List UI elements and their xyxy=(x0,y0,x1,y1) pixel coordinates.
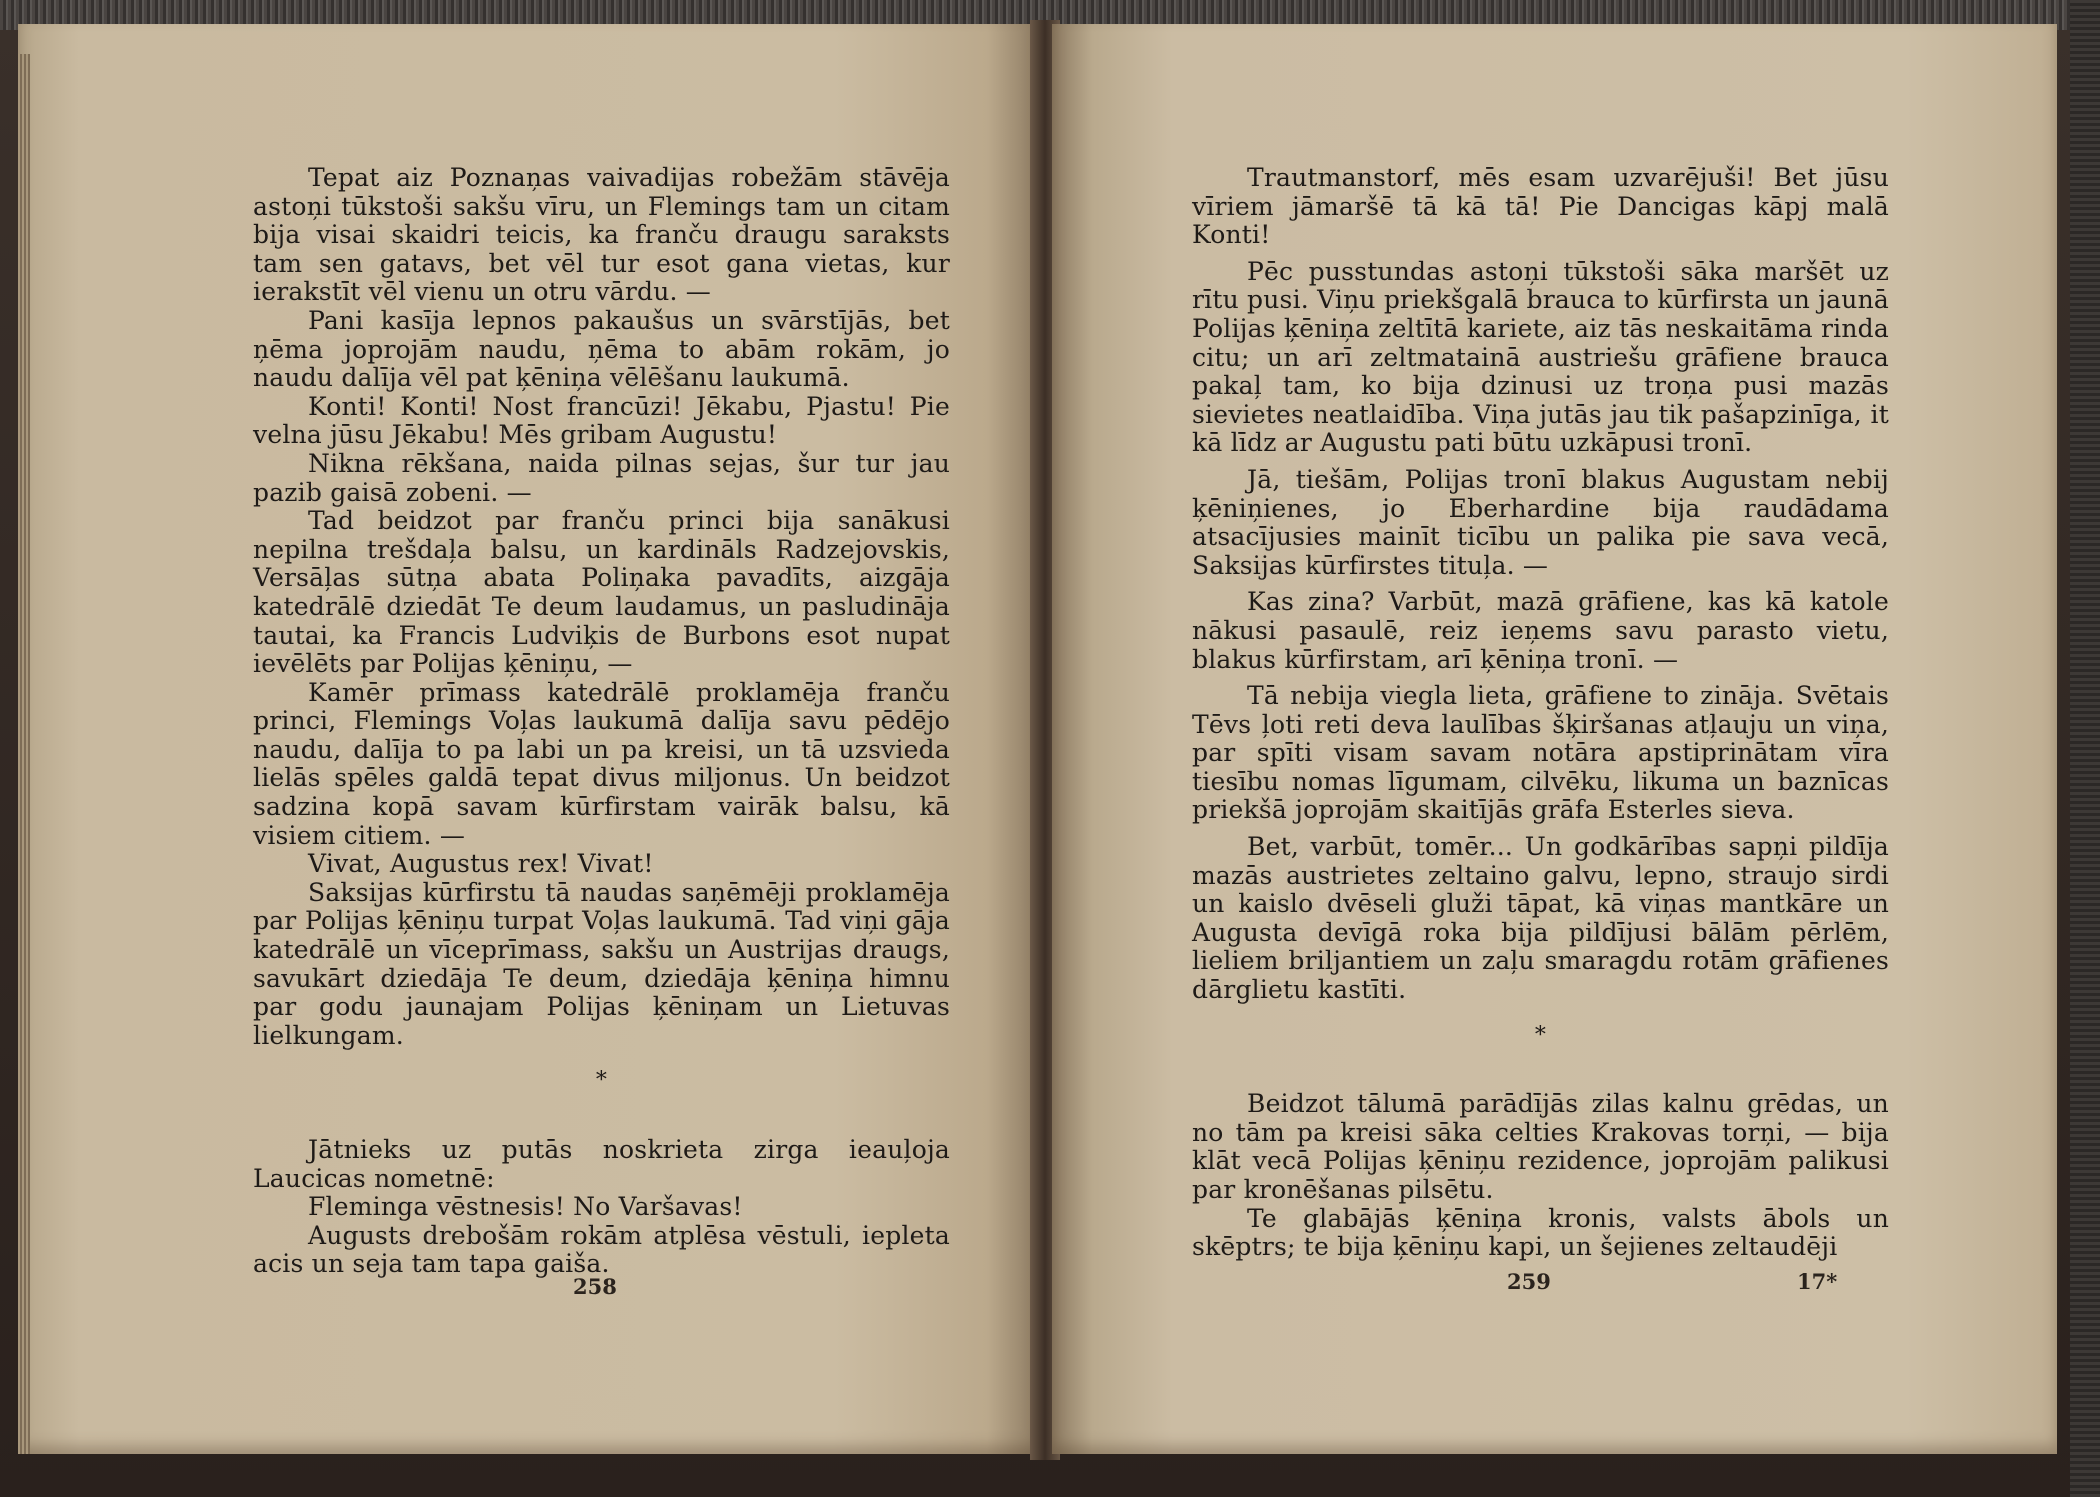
right-page xyxy=(1052,24,2057,1454)
paragraph: Tad beidzot par franču princi bija sanākusi nepilna trešdaļa balsu, un kardināls Radzejovskis, Versāļas sūtņa abata Poliņaka pavadīts, aizgāja katedrālē dziedāt Te deum laudamus, un pasludināja tautai, ka Francis Ludviķis de Burbons esot nupat ievēlēts par Polijas ķēniņu, — xyxy=(253,506,950,679)
paragraph: Beidzot tālumā parādījās zilas kalnu grēdas, un no tām pa kreisi sāka celties Krakovas torņi, — bija klāt vecā Polijas ķēniņu rezidence, joprojām palikusi par kronēšanas pilsētu. xyxy=(1192,1089,1889,1204)
paragraph: Pani kasīja lepnos pakaušus un svārstījās, bet ņēma joprojām naudu, ņēma to abām rokām, jo naudu dalīja vēl pat ķēniņa vēlēšanu laukumā. xyxy=(253,305,950,393)
page-number: 259 xyxy=(1507,1269,1551,1294)
page-number: 258 xyxy=(573,1274,617,1299)
left-page xyxy=(18,24,1038,1454)
paragraph: Tepat aiz Poznaņas vaivadijas robežām stāvēja astoņi tūkstoši sakšu vīru, un Flemings tam un citam bija visai skaidri teicis, ka franču draugu saraksts tam sen gatavs, bet vēl tur esot gana vietas, kur ierakstīt vēl vienu un otru vārdu. — xyxy=(253,163,950,307)
paragraph: Augusts drebošām rokām atplēsa vēstuli, iepleta acis un seja tam tapa gaiša. xyxy=(253,1220,950,1279)
book-cover-right xyxy=(2070,0,2100,1497)
section-separator: * xyxy=(595,1068,608,1094)
paragraph: Tā nebija viegla lieta, grāfiene to zināja. Svētais Tēvs ļoti reti deva laulības šķiršanas atļauju un viņa, par spīti visam savam notāra apstiprinātam vīra tiesību nomas līgumam, cilvēku, likuma un baznīcas priekšā joprojām skaitījās grāfa Esterles sieva. xyxy=(1192,681,1889,825)
signature-mark: 17* xyxy=(1797,1269,1838,1294)
paragraph: Saksijas kūrfirstu tā naudas saņēmēji proklamēja par Polijas ķēniņu turpat Voļas laukumā. Tad viņi gāja katedrālē un vīceprīmass, sakšu un Austrijas draugs, savukārt dziedāja Te deum, dziedāja ķēniņa himnu par godu jaunajam Polijas ķēniņam un Lietuvas lielkungam. xyxy=(253,877,950,1050)
section-separator: * xyxy=(1534,1022,1547,1048)
paragraph: Nikna rēkšana, naida pilnas sejas, šur tur jau pazib gaisā zobeni. — xyxy=(253,448,950,507)
paragraph: Kamēr prīmass katedrālē proklamēja franču princi, Flemings Voļas laukumā dalīja savu pēdējo naudu, dalīja to pa labi un pa kreisi, un tā uzsvieda lielās spēles galdā tepat divus miljonus. Un beidzot sadzina kopā savam kūrfirstam vairāk balsu, kā visiem citiem. — xyxy=(253,677,950,850)
paragraph: Kas zina? Varbūt, mazā grāfiene, kas kā katole nākusi pasaulē, reiz ieņems savu parasto vietu, blakus kūrfirstam, arī ķēniņa tronī. — xyxy=(1192,587,1889,674)
paragraph: Konti! Konti! Nost francūzi! Jēkabu, Pjastu! Pie velna jūsu Jēkabu! Mēs gribam Augustu! xyxy=(253,391,950,450)
page-edges xyxy=(18,54,30,1454)
paragraph: Trautmanstorf, mēs esam uzvarējuši! Bet jūsu vīriem jāmaršē tā kā tā! Pie Dancigas kāpj malā Konti! xyxy=(1192,163,1889,250)
paragraph: Te glabājās ķēniņa kronis, valsts ābols un skēptrs; te bija ķēniņu kapi, un šejienes zeltaudēji xyxy=(1192,1203,1889,1262)
paragraph: Fleminga vēstnesis! No Varšavas! xyxy=(308,1192,743,1222)
right-page-text xyxy=(1192,164,1889,1262)
paragraph: Pēc pusstundas astoņi tūkstoši sāka maršēt uz rītu pusi. Viņu priekšgalā brauca to kūrfirsta un jaunā Polijas ķēniņa zeltītā kariete, aiz tās neskaitāma rinda citu; un arī zeltmatainā austriešu grāfiene brauca pakaļ tam, ko bija dzinusi uz troņa pusi mazās sievietes neatlaidība. Viņa jutās jau tik pašapzinīga, it kā līdz ar Augustu pati būtu uzkāpusi tronī. xyxy=(1192,256,1889,458)
paragraph: Vivat, Augustus rex! Vivat! xyxy=(308,849,654,879)
paragraph: Jātnieks uz putās noskrieta zirga ieauļoja Laucicas nometnē: xyxy=(253,1135,950,1193)
left-page-text xyxy=(253,164,950,1279)
paragraph: Jā, tiešām, Polijas tronī blakus Augustam nebij ķēniņienes, jo Eberhardine bija raudādama atsacījusies mainīt ticību un palika pie sava vecā, Saksijas kūrfirstes tituļa. — xyxy=(1192,464,1889,580)
paragraph: Bet, varbūt, tomēr... Un godkārības sapņi pildīja mazās austrietes zeltaino galvu, lepno, straujo sirdi un kaislo dvēseli gluži tāpat, kā viņas mantkāre un Augusta devīgā roka bija pildījusi bālām pērlēm, lieliem briljantiem un zaļu smaragdu rotām grāfienes dārglietu kastīti. xyxy=(1192,832,1889,1005)
